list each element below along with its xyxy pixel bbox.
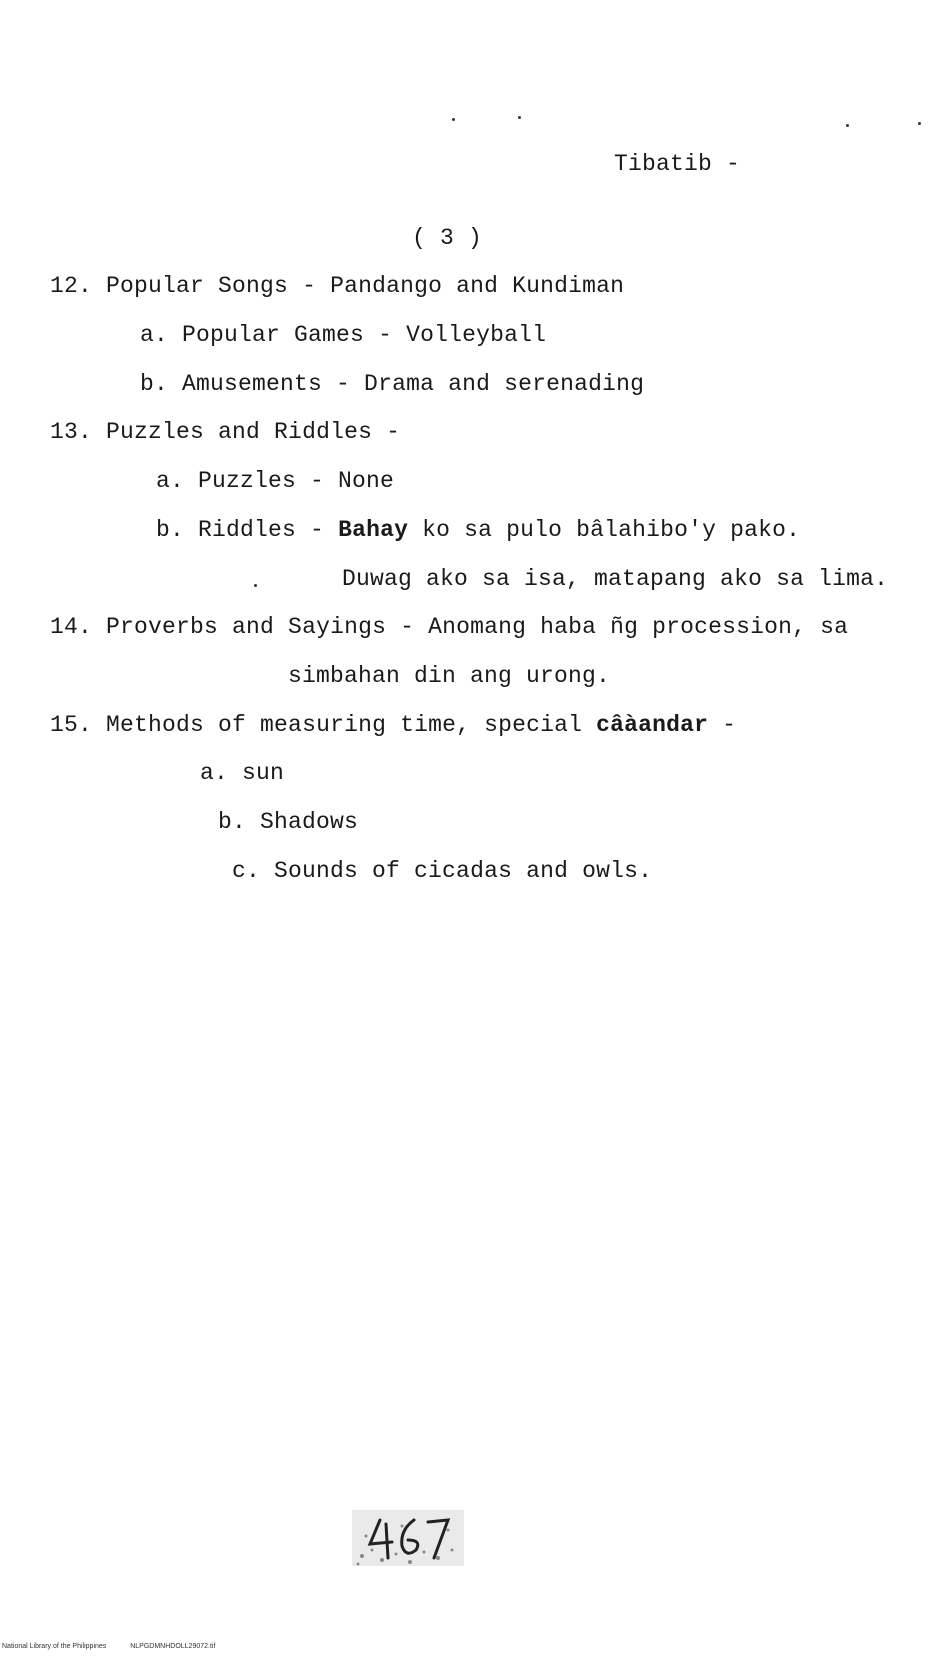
item-text: Proverbs and Sayings - Anomang haba ñg procession, sa xyxy=(106,614,849,640)
list-item-15 xyxy=(50,711,736,739)
item-text: Popular Songs - Pandango and Kundiman xyxy=(106,273,625,299)
item-text-pre: Methods of measuring time, special xyxy=(106,712,597,738)
list-item-13b xyxy=(156,516,800,544)
item-text-post: - xyxy=(708,712,737,738)
item-letter: b. xyxy=(156,517,185,543)
list-item-13a xyxy=(156,467,394,495)
item-number: 14. xyxy=(50,614,93,640)
item-letter: b. xyxy=(218,809,247,835)
item-text: Puzzles and Riddles - xyxy=(106,419,401,445)
item-text-post: ko sa pulo bâlahibo'y pako. xyxy=(408,517,801,543)
item-text: Sounds of cicadas and owls. xyxy=(274,858,653,884)
list-item-15c xyxy=(232,857,652,885)
item-text-bold: câàandar xyxy=(596,712,709,738)
list-item-13 xyxy=(50,418,400,446)
handwritten-page-stamp xyxy=(352,1506,464,1568)
item-letter: a. xyxy=(156,468,185,494)
page-number: ( 3 ) xyxy=(412,225,483,251)
scan-speck xyxy=(254,584,257,587)
item-letter: b. xyxy=(140,371,169,397)
list-item-14 xyxy=(50,613,848,641)
list-item-15b xyxy=(218,808,358,836)
item-number: 12. xyxy=(50,273,93,299)
scan-speck xyxy=(518,116,521,119)
footer-library: National Library of the Philippines xyxy=(2,1643,107,1650)
list-item-15a xyxy=(200,759,284,787)
scan-speck xyxy=(918,122,921,125)
item-text: Amusements - Drama and serenading xyxy=(182,371,645,397)
item-text: Popular Games - Volleyball xyxy=(182,322,547,348)
scan-speck xyxy=(846,124,849,127)
scan-speck xyxy=(452,118,455,121)
item-letter: a. xyxy=(140,322,169,348)
riddle-continuation: Duwag ako sa isa, matapang ako sa lima. xyxy=(342,566,889,592)
footer-filename: NLPGDMNHDOLL29072.tif xyxy=(130,1643,216,1650)
proverb-continuation: simbahan din ang urong. xyxy=(288,663,611,689)
item-text-pre: Riddles - xyxy=(198,517,339,543)
item-number: 13. xyxy=(50,419,93,445)
item-text: Puzzles - None xyxy=(198,468,395,494)
scan-footer xyxy=(2,1643,215,1650)
item-number: 15. xyxy=(50,712,93,738)
item-text-bold: Bahay xyxy=(338,517,409,543)
item-text: Shadows xyxy=(260,809,359,835)
header-title: Tibatib - xyxy=(614,151,741,177)
item-letter: a. xyxy=(200,760,229,786)
list-item-12a xyxy=(140,321,546,349)
item-letter: c. xyxy=(232,858,261,884)
list-item-12b xyxy=(140,370,644,398)
item-text: sun xyxy=(242,760,285,786)
list-item-12 xyxy=(50,272,624,300)
